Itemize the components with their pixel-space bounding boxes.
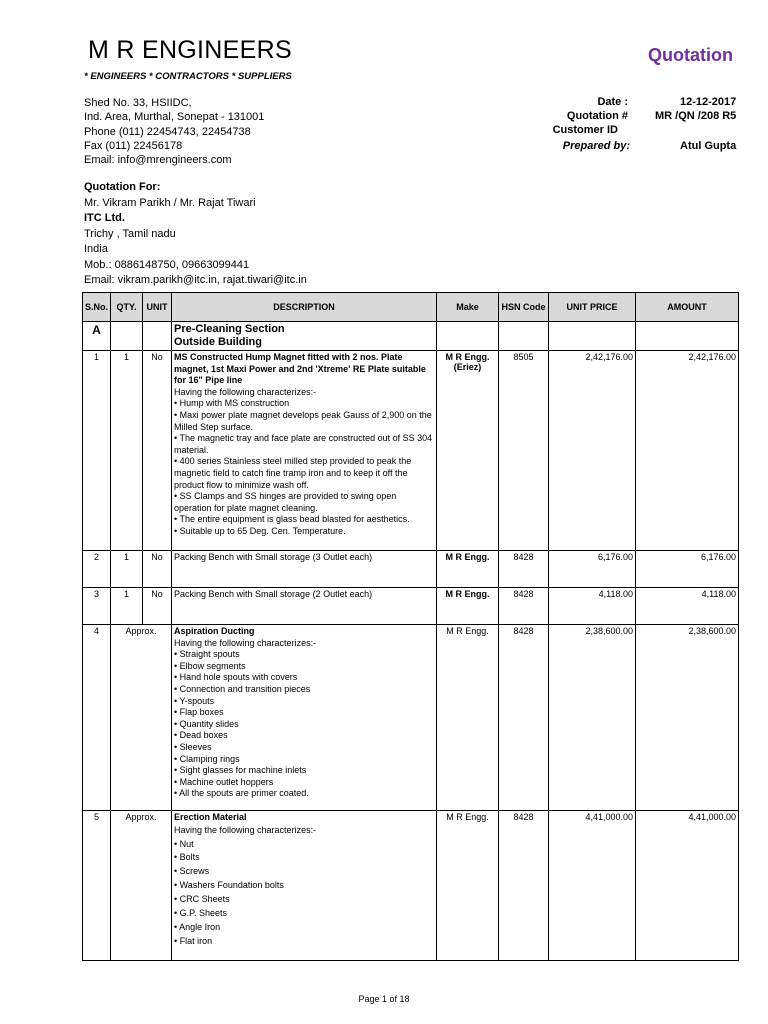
table-header-row xyxy=(83,293,739,322)
table-row xyxy=(83,351,739,551)
item-description-line: • SS Clamps and SS hinges are provided to swing open operation for plate magnet cleaning. xyxy=(174,491,397,513)
cell-amount: 2,42,176.00 xyxy=(636,351,739,551)
item-description-line: • Clamping rings xyxy=(174,753,240,764)
quotation-for-country: India xyxy=(84,243,108,255)
item-description-line: • Hump with MS construction xyxy=(174,398,290,409)
cell-unit-price: 2,42,176.00 xyxy=(549,351,636,551)
cell-qty: 1 xyxy=(111,351,143,551)
item-description-line: • Straight spouts xyxy=(174,649,240,660)
cell-make: M R Engg. xyxy=(437,551,499,588)
quotation-number: MR /QN /208 R5 xyxy=(655,110,737,122)
cell-description xyxy=(172,551,437,588)
cell-description xyxy=(172,588,437,625)
header-amount: AMOUNT xyxy=(636,293,739,322)
item-description-line: • The entire equipment is glass bead blasted for aesthetics. xyxy=(174,514,410,525)
cell-sno: 1 xyxy=(83,351,111,551)
quotation-row xyxy=(518,110,628,122)
empty-cell xyxy=(437,322,499,351)
empty-cell xyxy=(549,322,636,351)
item-description-line: Having the following characterizes:- xyxy=(174,824,317,835)
item-description-line: • Quantity slides xyxy=(174,718,239,729)
header-description: DESCRIPTION xyxy=(172,293,437,322)
item-description-line: • Connection and transition pieces xyxy=(174,683,311,694)
item-title: Erection Material xyxy=(174,812,247,822)
item-description-line: Having the following characterizes:- xyxy=(174,386,317,397)
cell-description xyxy=(172,811,437,961)
empty-cell xyxy=(499,322,549,351)
item-description-line: Packing Bench with Small storage (2 Outlet each) xyxy=(174,589,373,599)
prepared-by-label: Prepared by: xyxy=(562,140,630,152)
header-qty: QTY. xyxy=(111,293,143,322)
section-title-line: Outside Building xyxy=(174,336,262,348)
item-description-line: • 400 series Stainless steel milled step provided to peak the magnetic field to catch fine tramp iron and to keep it off the product flow to minimize wash off. xyxy=(174,456,412,490)
document-title: Quotation xyxy=(648,45,733,65)
item-title: MS Constructed Hump Magnet fitted with 2 nos. Plate magnet, 1st Maxi Power and 2nd 'Xtreme' RE Plate suitable for 16" Pipe line xyxy=(174,352,426,386)
cell-hsn: 8428 xyxy=(499,551,549,588)
item-description-line: • Suitable up to 65 Deg. Cen. Temperature. xyxy=(174,525,346,536)
cell-qty: Approx. xyxy=(111,625,172,811)
cell-unit-price: 6,176.00 xyxy=(549,551,636,588)
item-description-line: • Elbow segments xyxy=(174,660,246,671)
empty-cell xyxy=(111,322,143,351)
item-description-line: • Sight glasses for machine inlets xyxy=(174,765,307,776)
table-row xyxy=(83,625,739,811)
cell-unit: No xyxy=(143,551,172,588)
item-description-line: • Nut xyxy=(174,838,194,849)
company-tagline: * ENGINEERS * CONTRACTORS * SUPPLIERS xyxy=(84,71,292,82)
cell-sno: 2 xyxy=(83,551,111,588)
prepared-by-value: Atul Gupta xyxy=(680,140,737,152)
item-description-line: • Y-spouts xyxy=(174,695,215,706)
item-description-line: • Sleeves xyxy=(174,741,212,752)
address-line: Ind. Area, Murthal, Sonepat - 131001 xyxy=(84,111,265,124)
cell-hsn: 8428 xyxy=(499,625,549,811)
quotation-label: Quotation # xyxy=(566,110,628,122)
cell-make: M R Engg. (Eriez) xyxy=(437,351,499,551)
company-name: M R ENGINEERS xyxy=(88,36,292,64)
address-line: Fax (011) 22456178 xyxy=(84,139,183,152)
cell-make: M R Engg. xyxy=(437,811,499,961)
item-description-line: • Maxi power plate magnet develops peak Gauss of 2,900 on the Milled Step surface. xyxy=(174,409,432,432)
address-line: Email: info@mrengineers.com xyxy=(84,154,232,167)
table-row xyxy=(83,551,739,588)
company-address xyxy=(84,96,264,167)
quotation-for-company: ITC Ltd. xyxy=(84,212,125,224)
cell-amount: 4,118.00 xyxy=(636,588,739,625)
cell-unit: No xyxy=(143,588,172,625)
cell-amount: 6,176.00 xyxy=(636,551,739,588)
cell-hsn: 8428 xyxy=(499,811,549,961)
item-description-line: • Machine outlet hoppers xyxy=(174,776,274,787)
cell-qty: 1 xyxy=(111,551,143,588)
item-description-line: • CRC Sheets xyxy=(174,894,230,905)
section-letter: A xyxy=(83,322,111,351)
item-description-line: • Dead boxes xyxy=(174,730,228,741)
item-description-line: • G.P. Sheets xyxy=(174,908,228,919)
page-footer: Page 1 of 18 xyxy=(358,994,410,1004)
quotation-for-mobile: Mob.: 0886148750, 09663099441 xyxy=(84,258,250,271)
cell-unit-price: 4,41,000.00 xyxy=(549,811,636,961)
date-value: 12-12-2017 xyxy=(680,96,737,108)
item-description-line: • Angle Iron xyxy=(174,921,221,932)
cell-qty: Approx. xyxy=(111,811,172,961)
item-description-line: • Hand hole spouts with covers xyxy=(174,672,298,683)
quotation-for-block xyxy=(84,180,307,289)
quotation-table xyxy=(82,292,739,961)
date-row xyxy=(518,96,628,108)
item-description-line: Having the following characterizes:- xyxy=(174,637,317,648)
quotation-for-email: Email: vikram.parikh@itc.in, rajat.tiwari@itc.in xyxy=(84,274,307,286)
quotation-for-heading: Quotation For: xyxy=(84,181,161,193)
quotation-for-contact: Mr. Vikram Parikh / Mr. Rajat Tiwari xyxy=(84,196,256,209)
header-unit: UNIT xyxy=(143,293,172,322)
empty-cell xyxy=(636,322,739,351)
cell-description xyxy=(172,351,437,551)
cell-sno: 5 xyxy=(83,811,111,961)
header-hsn: HSN Code xyxy=(499,293,549,322)
cell-qty: 1 xyxy=(111,588,143,625)
item-description-line: • Screws xyxy=(174,866,210,877)
item-description-line: • Washers Foundation bolts xyxy=(174,880,284,891)
item-description-line: • Flat iron xyxy=(174,935,213,946)
address-line: Shed No. 33, HSIIDC, xyxy=(84,97,192,109)
cell-sno: 3 xyxy=(83,588,111,625)
header-sno: S.No. xyxy=(83,293,111,322)
item-description-line: Packing Bench with Small storage (3 Outlet each) xyxy=(174,552,373,562)
header-unit-price: UNIT PRICE xyxy=(549,293,636,322)
cell-hsn: 8505 xyxy=(499,351,549,551)
table-row xyxy=(83,588,739,625)
cell-amount: 2,38,600.00 xyxy=(636,625,739,811)
section-title-line: Pre-Cleaning Section xyxy=(174,323,285,335)
cell-unit-price: 4,118.00 xyxy=(549,588,636,625)
cell-description xyxy=(172,625,437,811)
cell-make: M R Engg. xyxy=(437,625,499,811)
item-title: Aspiration Ducting xyxy=(174,626,255,636)
customer-id-label: Customer ID xyxy=(552,124,618,136)
cell-amount: 4,41,000.00 xyxy=(636,811,739,961)
prepared-row xyxy=(520,140,630,152)
section-row xyxy=(83,322,739,351)
date-label: Date : xyxy=(597,96,628,108)
table-row xyxy=(83,811,739,961)
cell-hsn: 8428 xyxy=(499,588,549,625)
empty-cell xyxy=(143,322,172,351)
customer-row xyxy=(508,124,618,136)
item-description-line: • Bolts xyxy=(174,852,200,863)
item-description-line: • Flap boxes xyxy=(174,707,224,718)
item-description-line: • All the spouts are primer coated. xyxy=(174,788,309,799)
cell-sno: 4 xyxy=(83,625,111,811)
cell-unit-price: 2,38,600.00 xyxy=(549,625,636,811)
item-description-line: • The magnetic tray and face plate are constructed out of SS 304 material. xyxy=(174,433,433,455)
header-make: Make xyxy=(437,293,499,322)
quotation-for-city: Trichy , Tamil nadu xyxy=(84,227,176,240)
cell-unit: No xyxy=(143,351,172,551)
address-line: Phone (011) 22454743, 22454738 xyxy=(84,125,251,138)
cell-make: M R Engg. xyxy=(437,588,499,625)
section-title xyxy=(172,322,437,351)
